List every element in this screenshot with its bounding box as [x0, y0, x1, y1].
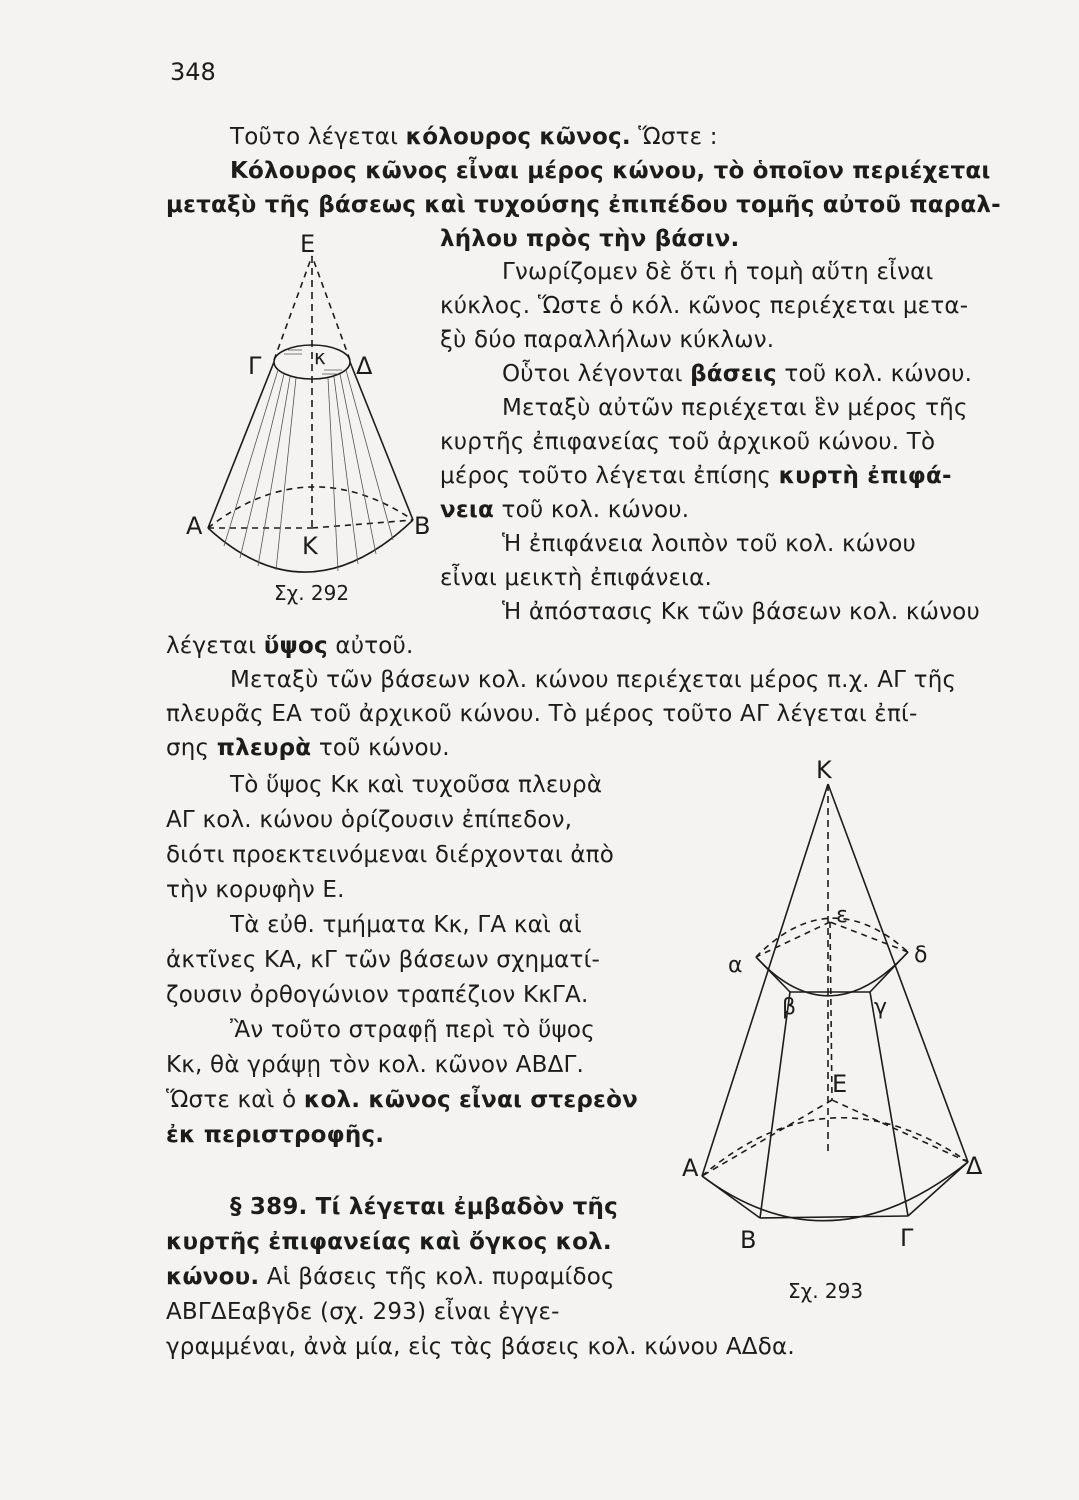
- text-line-7: ξὺ δύο παραλλήλων κύκλων.: [440, 327, 775, 353]
- label-a: α: [728, 953, 743, 978]
- text-line-21: ΑΓ κολ. κώνου ὁρίζουσιν ἐπίπεδον,: [166, 807, 573, 833]
- label-d: δ: [914, 943, 928, 968]
- edge-GD: [908, 1162, 968, 1216]
- cone-side-right: [828, 784, 968, 1162]
- figure-293: [680, 752, 1000, 1312]
- caption-292: Σχ. 292: [274, 581, 350, 605]
- text-line-1: Τοῦτο λέγεται κόλουρος κῶνος. Ὥστε :: [230, 124, 718, 150]
- top-hatching: [284, 350, 342, 374]
- label-E: Ε: [300, 230, 316, 258]
- upper-ellipse-front: [756, 952, 908, 996]
- bottom-ellipse-back: [702, 1118, 968, 1176]
- radius-KB: [312, 520, 413, 528]
- text-line-34: ΑΒΓΔΕαβγδε (σχ. 293) εἶναι ἐγγε-: [166, 1299, 560, 1325]
- label-e: ε: [836, 903, 848, 928]
- edge-gG: [870, 992, 908, 1216]
- label-B: Β: [414, 512, 431, 540]
- text-line-30: ἐκ περιστροφῆς.: [166, 1122, 385, 1148]
- top-base-ellipse: [274, 345, 350, 379]
- text-line-14: εἶναι μεικτὴ ἐπιφάνεια.: [440, 565, 712, 591]
- edge-DE: [832, 1100, 968, 1162]
- cone-side-left: [702, 784, 828, 1176]
- edge-ea: [756, 922, 830, 957]
- label-k: κ: [314, 345, 326, 369]
- edge-bB: [760, 992, 790, 1218]
- text-line-10: κυρτῆς ἐπιφανείας τοῦ ἀρχικοῦ κώνου. Τὸ: [440, 429, 936, 455]
- lateral-side-left: [208, 362, 274, 528]
- lateral-side-right: [350, 362, 413, 520]
- text-line-18: πλευρᾶς ΕΑ τοῦ ἀρχικοῦ κώνου. Τὸ μέρος τοῦτο ΑΓ λέγεται ἐπί-: [166, 701, 918, 727]
- text-line-26: ζουσιν ὀρθογώνιον τραπέζιον ΚκΓΑ.: [166, 982, 589, 1008]
- figure-292: [178, 228, 438, 608]
- text-line-2: Κόλουρος κῶνος εἶναι μέρος κώνου, τὸ ὁποῖον περιέχεται: [230, 158, 991, 184]
- text-line-13: Ἡ ἐπιφάνεια λοιπὸν τοῦ κολ. κώνου: [502, 531, 917, 557]
- text-line-33: κώνου. Αἱ βάσεις τῆς κολ. πυραμίδος: [166, 1264, 615, 1290]
- text-line-23: τὴν κορυφὴν Ε.: [166, 877, 345, 903]
- caption-293: Σχ. 293: [788, 1279, 864, 1303]
- text-line-22: διότι προεκτεινόμεναι διέρχονται ἀπὸ: [166, 842, 614, 868]
- edge-AB: [702, 1176, 760, 1218]
- text-line-29: Ὥστε καὶ ὁ κολ. κῶνος εἶναι στερεὸν: [166, 1087, 638, 1113]
- label-g: γ: [874, 995, 888, 1020]
- label-A: Α: [682, 1154, 699, 1182]
- text-line-5: Γνωρίζομεν δὲ ὅτι ἡ τομὴ αὕτη εἶναι: [502, 259, 934, 285]
- text-line-35: γραμμέναι, ἀνὰ μία, εἰς τὰς βάσεις κολ. κώνου ΑΔδα.: [166, 1334, 795, 1360]
- text-line-32: κυρτῆς ἐπιφανείας καὶ ὄγκος κολ.: [166, 1229, 612, 1255]
- text-line-6: κύκλος. Ὥστε ὁ κόλ. κῶνος περιέχεται μετα-: [440, 293, 969, 319]
- label-G: Γ: [248, 352, 262, 380]
- label-b: β: [782, 995, 797, 1020]
- text-line-19: σης πλευρὰ τοῦ κώνου.: [166, 735, 450, 761]
- text-line-17: Μεταξὺ τῶν βάσεων κολ. κώνου περιέχεται μέρος π.χ. ΑΓ τῆς: [230, 667, 957, 693]
- text-line-28: Κκ, θὰ γράψῃ τὸν κολ. κῶνον ΑΒΔΓ.: [166, 1052, 585, 1078]
- text-line-3: μεταξὺ τῆς βάσεως καὶ τυχούσης ἐπιπέδου τομῆς αὐτοῦ παραλ-: [166, 192, 1001, 218]
- label-E: Ε: [832, 1070, 848, 1098]
- label-G: Γ: [900, 1224, 914, 1252]
- text-line-16: λέγεται ὕψος αὐτοῦ.: [166, 633, 414, 659]
- text-line-20: Τὸ ὕψος Κκ καὶ τυχοῦσα πλευρὰ: [230, 772, 603, 798]
- label-B: Β: [740, 1226, 757, 1254]
- page-number: 348: [170, 58, 216, 86]
- text-line-25: ἀκτῖνες ΚΑ, κΓ τῶν βάσεων σχηματί-: [166, 947, 601, 973]
- text-line-8: Οὗτοι λέγονται βάσεις τοῦ κολ. κώνου.: [502, 361, 973, 387]
- label-A: Α: [186, 512, 203, 540]
- text-line-11: μέρος τοῦτο λέγεται ἐπίσης κυρτὴ ἐπιφά-: [440, 463, 952, 489]
- edge-ab: [756, 957, 790, 992]
- text-line-15: Ἡ ἀπόστασις Κκ τῶν βάσεων κολ. κώνου: [502, 599, 980, 625]
- label-D: Δ: [966, 1152, 983, 1180]
- text-line-27: Ἂν τοῦτο στραφῇ περὶ τὸ ὕψος: [230, 1017, 595, 1043]
- section-heading: § 389. Τί λέγεται ἐμβαδὸν τῆς: [230, 1194, 618, 1220]
- text-line-12: νεια τοῦ κολ. κώνου.: [440, 497, 690, 523]
- label-K: Κ: [302, 532, 318, 560]
- label-K: Κ: [816, 756, 832, 784]
- label-D: Δ: [356, 352, 373, 380]
- bottom-ellipse-front: [702, 1162, 968, 1221]
- text-line-9: Μεταξὺ αὐτῶν περιέχεται ἓν μέρος τῆς: [502, 395, 968, 421]
- text-line-4: λήλου πρὸς τὴν βάσιν.: [440, 226, 740, 252]
- text-line-24: Τὰ εὐθ. τμήματα Κκ, ΓΑ καὶ αἱ: [230, 912, 582, 938]
